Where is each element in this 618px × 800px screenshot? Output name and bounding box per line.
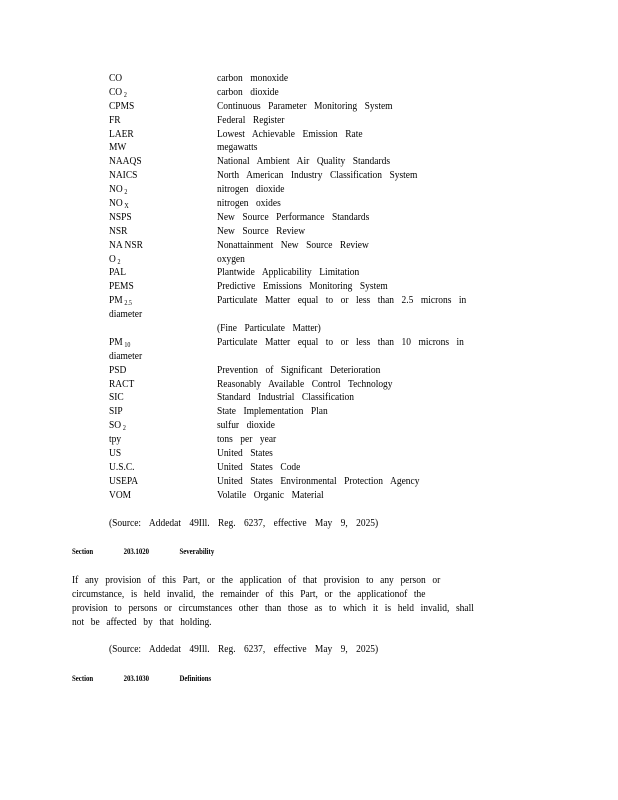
section-number: 203.1020 (123, 546, 150, 556)
abbreviation-term: U.S.C. (109, 460, 135, 473)
abbreviation-definition: Predictive Emissions Monitoring System (217, 280, 388, 293)
abbreviation-definition: (Fine Particulate Matter) (217, 322, 321, 335)
section-label: Section (72, 546, 94, 556)
abbreviation-definition: tons per year (217, 433, 277, 446)
abbreviation-row (0, 419, 618, 433)
abbreviation-term: SO $_2$ (109, 419, 126, 433)
abbreviation-definition: nitrogen dioxide (217, 183, 285, 196)
abbreviation-term: NO $_2$ (109, 183, 128, 197)
abbreviation-term: PAL (109, 266, 127, 279)
abbreviation-continuation (0, 308, 618, 322)
abbreviation-definition: carbon dioxide (217, 85, 279, 98)
abbreviation-row (0, 197, 618, 211)
abbreviation-row (0, 114, 618, 128)
section-heading-definitions (72, 673, 211, 683)
abbreviation-row (0, 128, 618, 142)
abbreviation-definition: Lowest Achievable Emission Rate (217, 127, 363, 140)
abbreviation-term: NO $_X$ (109, 197, 129, 211)
abbreviation-definition: nitrogen oxides (217, 197, 281, 210)
abbreviation-term: PM $_{2.5}$ (109, 294, 132, 308)
section-heading-severability (72, 546, 214, 556)
abbreviation-definition: North American Industry Classification System (217, 169, 418, 182)
abbreviation-row (0, 141, 618, 155)
paragraph-line: If any provision of this Part, or the application of that provision to any person or (72, 574, 441, 586)
abbreviation-definition: Particulate Matter equal to or less than 2.5 microns in (217, 294, 467, 307)
paragraph-line: provision to persons or circumstances other than those as to which it is held invalid, shall (72, 602, 474, 614)
abbreviation-row (0, 169, 618, 183)
abbreviation-row (0, 378, 618, 392)
abbreviation-term: LAER (109, 127, 134, 140)
abbreviation-term: MW (109, 141, 127, 154)
section-title: Definitions (179, 673, 212, 683)
abbreviation-row (0, 322, 618, 336)
abbreviation-row (0, 489, 618, 503)
abbreviation-row (0, 294, 618, 308)
abbreviation-continuation (0, 350, 618, 364)
abbreviation-subscript: 10 (124, 340, 131, 349)
abbreviation-row (0, 155, 618, 169)
abbreviation-row (0, 336, 618, 350)
abbreviation-row (0, 100, 618, 114)
abbreviation-term: CO (109, 72, 123, 84)
source-note: (Source: Addedat 49Ill. Reg. 6237, effective May 9, 2025) (109, 643, 379, 655)
abbreviation-definition: megawatts (217, 141, 258, 154)
abbreviation-row (0, 391, 618, 405)
abbreviation-definition: Reasonably Available Control Technology (217, 377, 393, 390)
continuation-text: diameter (109, 349, 143, 362)
abbreviation-row (0, 72, 618, 86)
abbreviation-term: SIC (109, 391, 124, 404)
abbreviation-definition: United States (217, 447, 273, 460)
abbreviation-term: US (109, 447, 122, 460)
abbreviation-term: USEPA (109, 474, 139, 487)
source-note: (Source: Addedat 49Ill. Reg. 6237, effective May 9, 2025) (109, 517, 379, 529)
section-title: Severability (179, 546, 215, 556)
abbreviation-row (0, 211, 618, 225)
abbreviation-row (0, 239, 618, 253)
abbreviation-term: CO $_2$ (109, 85, 127, 99)
abbreviation-row (0, 447, 618, 461)
abbreviation-definition: Particulate Matter equal to or less than 10 microns in (217, 335, 464, 348)
abbreviation-term: RACT (109, 377, 135, 390)
abbreviation-definition: Continuous Parameter Monitoring System (217, 99, 393, 112)
section-label: Section (72, 673, 94, 683)
abbreviation-definition: Standard Industrial Classification (217, 391, 354, 404)
abbreviation-term: NA NSR (109, 238, 143, 251)
abbreviation-subscript: 2 (117, 257, 121, 266)
paragraph-line: circumstance, is held invalid, the remainder of this Part, or the applicationof the (72, 588, 426, 600)
abbreviation-definition: National Ambient Air Quality Standards (217, 155, 391, 168)
abbreviation-term: PEMS (109, 280, 134, 293)
abbreviation-definition: oxygen (217, 252, 245, 265)
abbreviation-definition: Federal Register (217, 113, 285, 126)
abbreviation-definition: State Implementation Plan (217, 405, 328, 418)
section-number: 203.1030 (123, 673, 150, 683)
abbreviation-term: VOM (109, 488, 132, 501)
abbreviation-row (0, 461, 618, 475)
abbreviation-definition: Plantwide Applicability Limitation (217, 266, 360, 279)
abbreviation-row (0, 183, 618, 197)
abbreviation-term: NAICS (109, 169, 138, 182)
abbreviation-term: SIP (109, 405, 123, 418)
abbreviation-row (0, 364, 618, 378)
abbreviation-row (0, 280, 618, 294)
abbreviation-term: O $_2$ (109, 252, 121, 266)
continuation-text: diameter (109, 308, 143, 321)
abbreviation-term: NAAQS (109, 155, 142, 168)
abbreviation-definition: New Source Performance Standards (217, 210, 370, 223)
abbreviation-row (0, 266, 618, 280)
paragraph-line: not be affected by that holding. (72, 616, 212, 628)
abbreviation-definition: Volatile Organic Material (217, 488, 324, 501)
abbreviation-subscript: 2.5 (124, 299, 132, 308)
abbreviation-term: NSPS (109, 210, 132, 223)
abbreviation-term: PSD (109, 363, 127, 376)
abbreviation-definition: United States Code (217, 460, 301, 473)
abbreviation-subscript: 2 (123, 90, 127, 99)
abbreviation-term: NSR (109, 224, 128, 237)
abbreviation-row (0, 253, 618, 267)
abbreviation-row (0, 433, 618, 447)
abbreviation-term: FR (109, 113, 121, 126)
abbreviation-row (0, 225, 618, 239)
abbreviation-definition: United States Environmental Protection Agency (217, 474, 420, 487)
abbreviation-row (0, 86, 618, 100)
abbreviation-subscript: 2 (122, 424, 126, 433)
abbreviation-row (0, 475, 618, 489)
abbreviation-definition: Prevention of Significant Deterioration (217, 363, 381, 376)
abbreviation-list (0, 72, 618, 503)
abbreviation-definition: New Source Review (217, 224, 306, 237)
severability-paragraph (72, 573, 502, 629)
abbreviation-term: CPMS (109, 99, 135, 112)
abbreviation-subscript: 2 (124, 188, 128, 197)
abbreviation-definition: Nonattainment New Source Review (217, 238, 369, 251)
abbreviation-row (0, 405, 618, 419)
abbreviation-definition: carbon monoxide (217, 72, 289, 84)
abbreviation-definition: sulfur dioxide (217, 419, 275, 432)
abbreviation-term: tpy (109, 433, 122, 446)
abbreviation-term: PM $_{10}$ (109, 335, 131, 349)
abbreviation-subscript: X (124, 202, 129, 211)
